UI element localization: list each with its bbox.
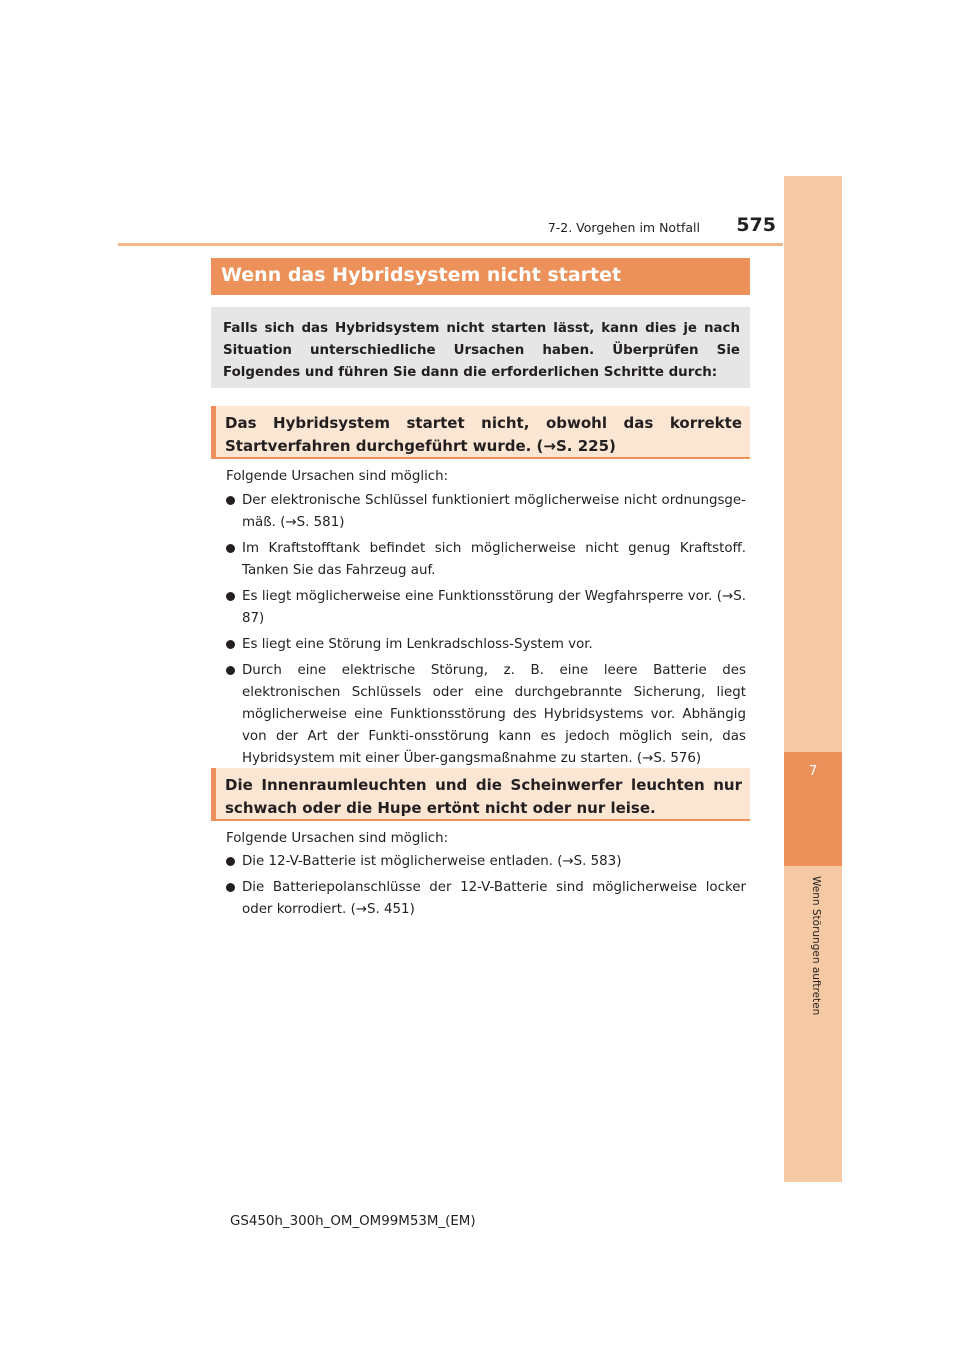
chapter-number: 7 bbox=[808, 764, 818, 779]
list-item-text: Der elektronische Schlüssel funktioniert möglicherweise nicht ordnungsge-mäß. (→S. 581) bbox=[242, 493, 746, 530]
header-section-title: 7-2. Vorgehen im Notfall bbox=[547, 220, 700, 235]
main-title: Wenn das Hybridsystem nicht startet bbox=[221, 264, 622, 286]
list-item-text: Im Kraftstofftank befindet sich möglicherweise nicht genug Kraftstoff. Tanken Sie das Fahrzeug auf. bbox=[242, 541, 746, 578]
list-item-text: Es liegt möglicherweise eine Funktionsstörung der Wegfahrsperre vor. (→S. 87) bbox=[242, 589, 746, 626]
list-item bbox=[226, 538, 746, 582]
intro-box bbox=[211, 307, 750, 388]
list-item bbox=[226, 490, 746, 534]
intro-text: Falls sich das Hybridsystem nicht starten lässt, kann dies je nach Situation unterschiedliche Ursachen haben. Überprüfen Sie Folgendes und führen Sie dann die erforderlichen Schritte durch: bbox=[223, 321, 740, 380]
list-item bbox=[226, 586, 746, 630]
section-1-list bbox=[226, 490, 746, 774]
chapter-title: Wenn Störungen auftreten bbox=[810, 876, 822, 1016]
list-item bbox=[226, 634, 746, 656]
list-item-text: Es liegt eine Störung im Lenkradschloss-System vor. bbox=[242, 637, 593, 652]
bullet-icon bbox=[226, 640, 235, 649]
list-item bbox=[226, 660, 746, 770]
list-item-text: Die Batteriepolanschlüsse der 12-V-Batterie sind möglicherweise locker oder korrodiert. (→S. 451) bbox=[242, 880, 746, 917]
bullet-icon bbox=[226, 544, 235, 553]
bullet-icon bbox=[226, 857, 235, 866]
section-2-heading-text: Die Innenraumleuchten und die Scheinwerfer leuchten nur schwach oder die Hupe ertönt nicht oder nur leise. bbox=[225, 776, 742, 817]
section-1-heading-text: Das Hybridsystem startet nicht, obwohl das korrekte Startverfahren durchgeführt wurde. (→S. 225) bbox=[225, 414, 742, 455]
list-item-text: Die 12-V-Batterie ist möglicherweise entladen. (→S. 583) bbox=[242, 854, 622, 869]
list-item-text: Durch eine elektrische Störung, z. B. eine leere Batterie des elektronischen Schlüssels oder eine durchgebrannte Sicherung, liegt möglicherweise eine Funktionsstörung des Hybridsystems vor. Abhängig von der Art der Funkti-onsstörung kann es jedoch möglich sein, das Hybridsystem mit einer Über-gangsmaßnahme zu starten. (→S. 576) bbox=[242, 663, 746, 766]
section-2-heading bbox=[211, 768, 750, 821]
section-2-lead: Folgende Ursachen sind möglich: bbox=[226, 831, 449, 846]
page-number: 575 bbox=[736, 214, 776, 236]
section-2-list bbox=[226, 851, 746, 925]
main-title-bar bbox=[211, 258, 750, 295]
section-1-lead: Folgende Ursachen sind möglich: bbox=[226, 469, 449, 484]
bullet-icon bbox=[226, 883, 235, 892]
header-divider bbox=[118, 243, 783, 246]
section-1-heading bbox=[211, 406, 750, 459]
bullet-icon bbox=[226, 496, 235, 505]
bullet-icon bbox=[226, 592, 235, 601]
list-item bbox=[226, 877, 746, 921]
footer-code: GS450h_300h_OM_OM99M53M_(EM) bbox=[230, 1214, 476, 1229]
bullet-icon bbox=[226, 666, 235, 675]
list-item bbox=[226, 851, 746, 873]
